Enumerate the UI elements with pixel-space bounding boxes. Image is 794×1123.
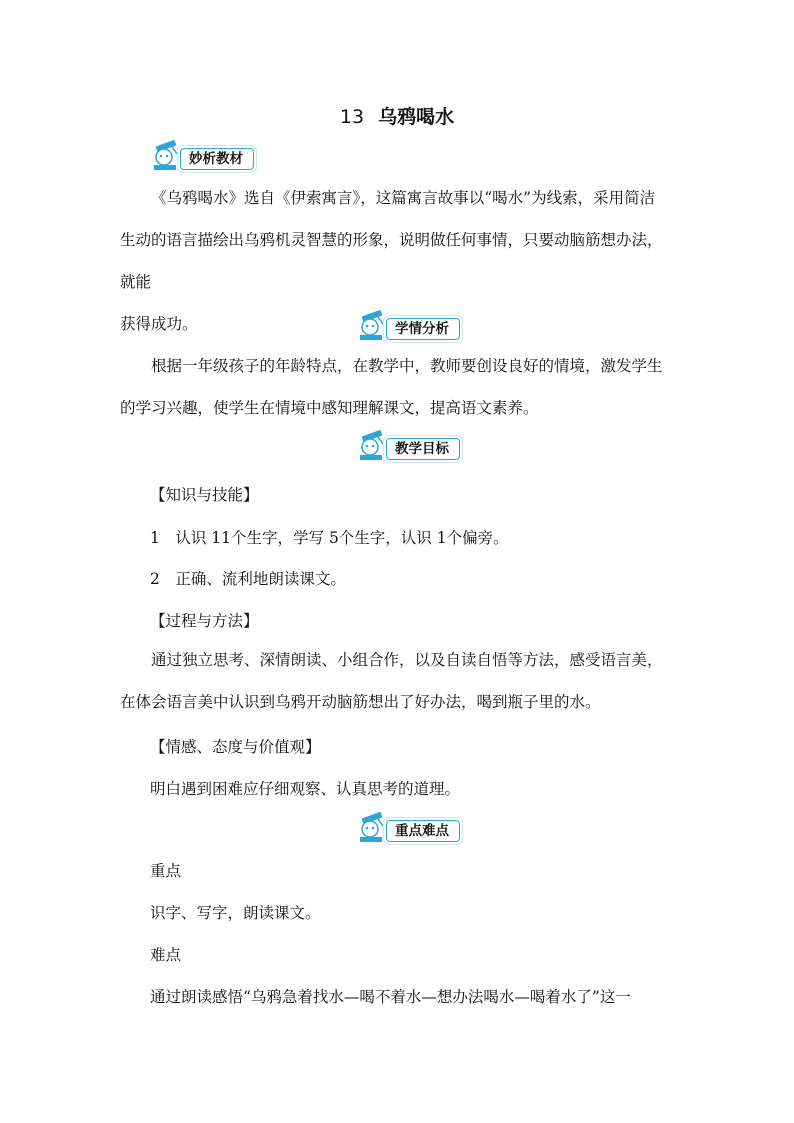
- mascot-icon: [356, 812, 388, 846]
- page-title: [0, 102, 794, 129]
- paragraph-line: 生动的语言描绘出乌鸦机灵智慧的形象，说明做任何事情，只要动脑筋想办法， 就能: [120, 231, 663, 291]
- difficulty-text: 通过朗读感悟“乌鸦急着找水—喝不着水—想办法喝水—喝着水了”这一: [150, 988, 631, 1006]
- paragraph-line: 通过独立思考、深情朗读、小组合作，以及自读自悟等方法，感受语言美，: [151, 651, 663, 669]
- difficulty-label: 难点: [150, 946, 182, 964]
- mascot-icon: [356, 430, 388, 464]
- process-paragraph: [120, 639, 680, 723]
- badge-label: 教学目标: [386, 438, 460, 460]
- mascot-icon: [150, 140, 182, 174]
- badge-label: 学情分析: [386, 318, 460, 340]
- key-label: 重点: [150, 862, 182, 880]
- lesson-number: 13: [339, 106, 365, 128]
- paragraph-line: 在体会语言美中认识到乌鸦开动脑筋想出了好办法，喝到瓶子里的水。: [120, 693, 601, 711]
- goal-item-2: 2 正确、流利地朗读课文。: [150, 570, 346, 588]
- lesson-title: 乌鸦喝水: [378, 106, 455, 128]
- knowledge-heading: 【知识与技能】: [150, 486, 259, 504]
- goal-item-1: 1 认识 11个生字，学写 5个生字，认识 1个偏旁。: [150, 529, 509, 547]
- emotion-text: 明白遇到困难应仔细观察、认真思考的道理。: [150, 780, 461, 798]
- emotion-heading: 【情感、态度与价值观】: [150, 738, 321, 756]
- paragraph-line: 根据一年级孩子的年龄特点，在教学中，教师要创设良好的情境，激发学生: [151, 357, 663, 375]
- paragraph-line: 《乌鸦喝水》选自《伊索寓言》，这篇寓言故事以“喝水”为线索，采用简洁: [151, 189, 656, 207]
- learning-paragraph: [120, 345, 680, 429]
- key-text: 识字、写字，朗读课文。: [150, 904, 321, 922]
- paragraph-line: 获得成功。: [120, 315, 198, 333]
- paragraph-line: 的学习兴趣，使学生在情境中感知理解课文，提高语文素养。: [120, 399, 539, 417]
- badge-label: 重点难点: [386, 820, 460, 842]
- process-heading: 【过程与方法】: [150, 612, 259, 630]
- mascot-icon: [356, 310, 388, 344]
- badge-label: 妙析教材: [180, 148, 254, 170]
